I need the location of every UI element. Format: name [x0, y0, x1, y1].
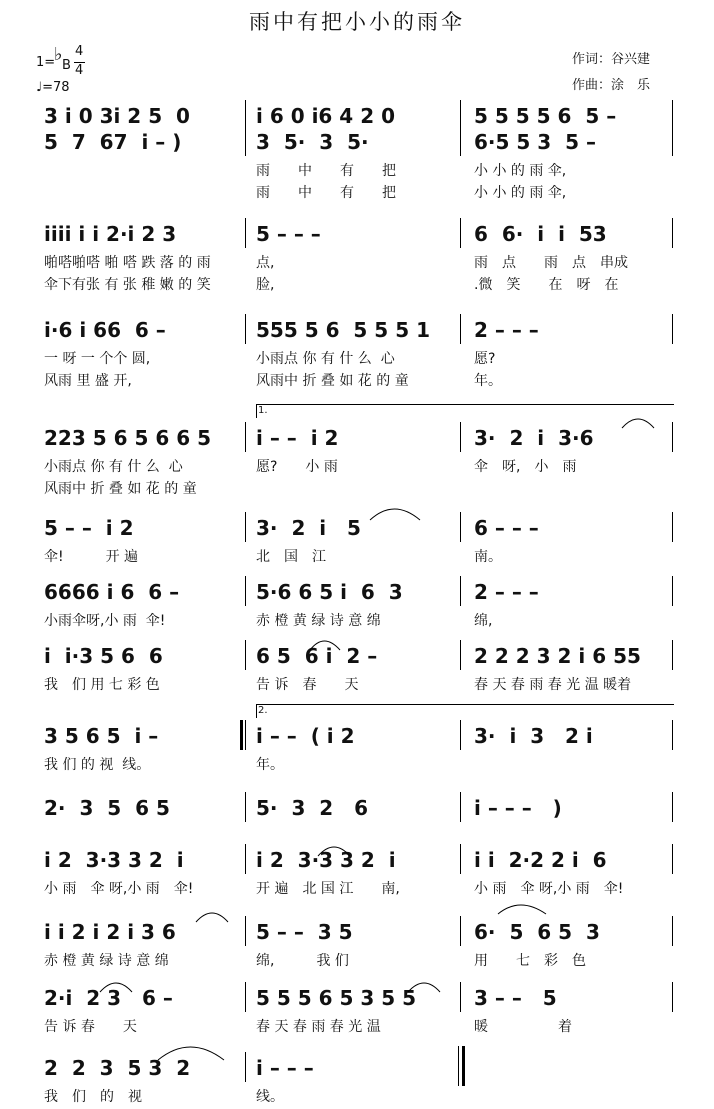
measure-notes: i – – – ) — [474, 796, 562, 820]
measure-notes: 6666 i 6 6 – — [44, 580, 180, 604]
lyric-text: 绵, 我 们 — [256, 953, 349, 969]
lyric-text: 用 七 彩 色 — [474, 953, 586, 969]
lyric-text: 赤 橙 黄 绿 诗 意 绵 — [44, 953, 169, 969]
lyric-text: 愿? 小 雨 — [256, 459, 338, 475]
lyric-text: 告 诉 春 天 — [44, 1019, 137, 1035]
measure-notes: 5 5 5 6 5 3 5 5 — [256, 986, 417, 1010]
measure-notes: i i 2·2 2 i 6 — [474, 848, 607, 872]
lyric-text: 一 呀 一 个个 圆, — [44, 351, 151, 367]
measure-notes: 3· 2 i 3·6 — [474, 426, 594, 450]
flat-icon: ♭ — [54, 44, 63, 65]
lyric-text: 小 雨 伞 呀,小 雨 伞! — [474, 881, 624, 897]
lyric-text: 我 们 的 视 — [44, 1089, 142, 1105]
measure-notes: 5 – – i 2 — [44, 516, 134, 540]
measure-notes: 6· 5 6 5 3 — [474, 920, 600, 944]
measure-notes: 6·5 5 3 5 – — [474, 130, 596, 154]
measure-notes: 5· 3 2 6 — [256, 796, 369, 820]
lyric-text: 暖 着 — [474, 1019, 572, 1035]
lyric-text: 点, — [256, 255, 275, 271]
lyric-text: 我 们 的 视 线。 — [44, 757, 151, 773]
lyric-text: 脸, — [256, 277, 275, 293]
measure-notes: 3 – – 5 — [474, 986, 557, 1010]
measure-notes: 223 5 6 5 6 6 5 — [44, 426, 212, 450]
lyric-text: 小 雨 伞 呀,小 雨 伞! — [44, 881, 194, 897]
measure-notes: 5·6 6 5 i 6 3 — [256, 580, 403, 604]
lyric-text: 绵, — [474, 613, 493, 629]
measure-notes: iiii i i 2·i 2 3 — [44, 222, 177, 246]
lyric-text: 小 小 的 雨 伞, — [474, 185, 567, 201]
lyric-text: 我 们 用 七 彩 色 — [44, 677, 160, 693]
measure-notes: 3· i 3 2 i — [474, 724, 593, 748]
time-signature-bottom: 4 — [75, 63, 84, 78]
lyric-text: 风雨 里 盛 开, — [44, 373, 132, 389]
measure-notes: i – – ( i 2 — [256, 724, 355, 748]
lyric-text: 赤 橙 黄 绿 诗 意 绵 — [256, 613, 381, 629]
lyric-text: .微 笑 在 呀 在 — [474, 277, 619, 293]
lyric-text: 风雨中 折 叠 如 花 的 童 — [256, 373, 409, 389]
measure-notes: 2 – – – — [474, 318, 539, 342]
lyric-text: 年。 — [474, 373, 502, 389]
measure-notes: i 6 0 i6 4 2 0 — [256, 104, 395, 128]
lyric-text: 年。 — [256, 757, 284, 773]
lyric-text: 风雨中 折 叠 如 花 的 童 — [44, 481, 197, 497]
measure-notes: 555 5 6 5 5 5 1 — [256, 318, 430, 342]
measure-notes: 2 2 3 5 3 2 — [44, 1056, 191, 1080]
lyric-text: 伞! 开 遍 — [44, 549, 139, 565]
lyric-text: 伞 呀, 小 雨 — [474, 459, 577, 475]
measure-notes: 3 5· 3 5· — [256, 130, 369, 154]
measure-notes: 5 5 5 5 6 5 – — [474, 104, 617, 128]
tempo-marking: ♩=78 — [36, 80, 70, 95]
measure-notes: 6 6· i i 53 — [474, 222, 607, 246]
lyric-text: 小雨点 你 有 什 么 心 — [256, 351, 395, 367]
song-title: 雨中有把小小的雨伞 — [249, 10, 465, 34]
lyric-text: 春 天 春 雨 春 光 温 暖着 — [474, 677, 632, 693]
measure-notes: 5 7 67 i – ) — [44, 130, 182, 154]
lyric-text: 愿? — [474, 351, 496, 367]
lyric-text: 雨 点 雨 点 串成 — [474, 255, 628, 271]
measure-notes: i i 2 i 2 i 3 6 — [44, 920, 176, 944]
measure-notes: i 2 3·3 3 2 i — [256, 848, 396, 872]
measure-notes: i – – i 2 — [256, 426, 339, 450]
measure-notes: 6 – – – — [474, 516, 539, 540]
lyric-text: 小 小 的 雨 伞, — [474, 163, 567, 179]
measure-notes: i – – – — [256, 1056, 314, 1080]
measure-notes: i·6 i 66 6 – — [44, 318, 166, 342]
lyric-text: 雨 中 有 把 — [256, 163, 396, 179]
lyric-text: 小雨点 你 有 什 么 心 — [44, 459, 183, 475]
measure-notes: 3 5 6 5 i – — [44, 724, 159, 748]
lyric-text: 伞下有张 有 张 稚 嫩 的 笑 — [44, 277, 211, 293]
lyric-text: 南。 — [474, 549, 502, 565]
measure-notes: 5 – – 3 5 — [256, 920, 353, 944]
measure-notes: 5 – – – — [256, 222, 321, 246]
measure-notes: 2 – – – — [474, 580, 539, 604]
lyric-text: 啪嗒啪嗒 啪 嗒 跌 落 的 雨 — [44, 255, 211, 271]
lyric-text: 告 诉 春 天 — [256, 677, 359, 693]
measure-notes: 2· 3 5 6 5 — [44, 796, 170, 820]
time-signature-top: 4 — [75, 44, 84, 59]
composer-credit: 作曲：涂 乐 — [572, 78, 651, 93]
measure-notes: 2·i 2 3 6 – — [44, 986, 173, 1010]
lyricist-credit: 作词：谷兴建 — [572, 52, 651, 67]
measure-notes: i 2 3·3 3 2 i — [44, 848, 184, 872]
measure-notes: 6 5 6 i 2 – — [256, 644, 378, 668]
lyric-text: 雨 中 有 把 — [256, 185, 396, 201]
lyric-text: 开 遍 北 国 江 南, — [256, 881, 400, 897]
measure-notes: 2 2 2 3 2 i 6 55 — [474, 644, 641, 668]
measure-notes: 3 i 0 3i 2 5 0 — [44, 104, 190, 128]
lyric-text: 小雨伞呀,小 雨 伞! — [44, 613, 166, 629]
measure-notes: 3· 2 i 5 — [256, 516, 361, 540]
lyric-text: 线。 — [256, 1089, 284, 1105]
lyric-text: 春 天 春 雨 春 光 温 — [256, 1019, 381, 1035]
measure-notes: i i·3 5 6 6 — [44, 644, 163, 668]
lyric-text: 北 国 江 — [256, 549, 326, 565]
